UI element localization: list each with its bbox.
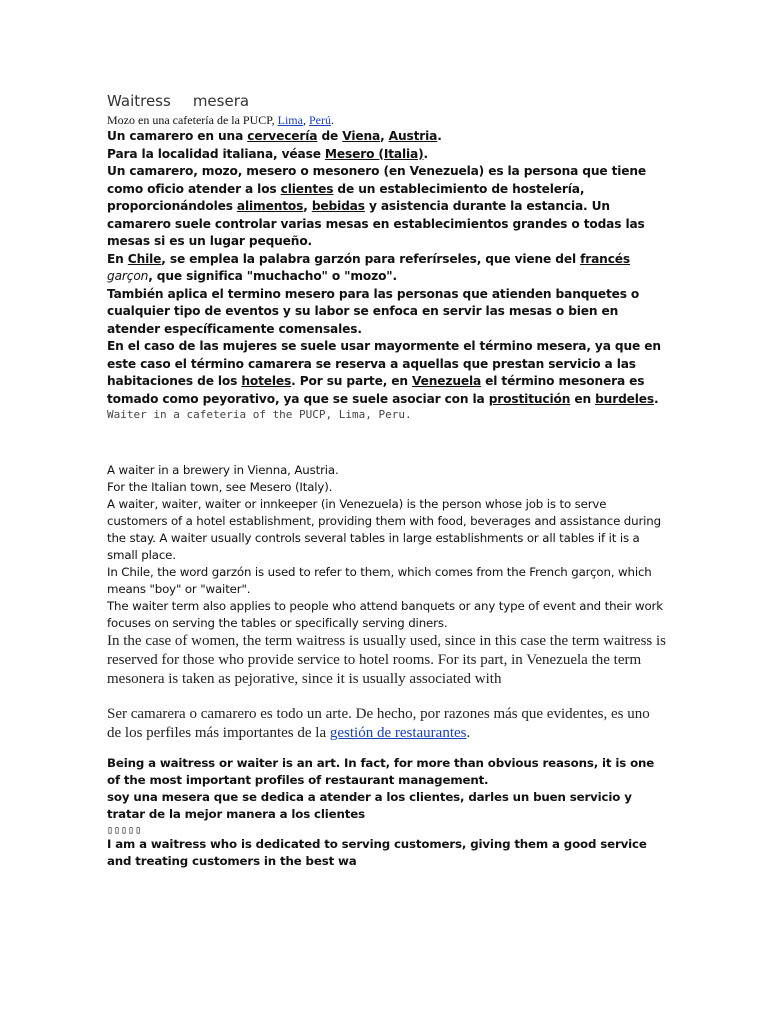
title-spanish: mesera <box>192 92 250 110</box>
paragraph-en-2: For the Italian town, see Mesero (Italy). <box>107 480 333 494</box>
link-frances[interactable]: francés <box>580 251 630 266</box>
link-chile[interactable]: Chile <box>127 251 162 266</box>
link-clientes[interactable]: clientes <box>280 181 334 196</box>
paragraph-en-3: A waiter, waiter, waiter or innkeeper (in Venezuela) is the person whose job is to serve customers of a hotel establishment, providing them with food, beverages and assistance during the stay. A waiter usually controls several tables in large establishments or all tables if it is a small place. <box>107 497 661 562</box>
link-burdeles[interactable]: burdeles <box>595 391 655 406</box>
paragraph-en-5: The waiter term also applies to people who attend banquets or any type of event and their work focuses on serving the tables or specifically serving diners. <box>107 599 663 630</box>
link-gestion-restaurantes[interactable]: gestión de restaurantes <box>329 725 467 741</box>
link-bebidas[interactable]: bebidas <box>311 199 365 213</box>
paragraph-es-1: Un camarero en una cervecería de Viena, Austria. <box>107 129 442 143</box>
paragraph-mesera-spanish: soy una mesera que se dedica a atender a los clientes, darles un buen servicio y tratar de la mejor manera a los clientes <box>107 790 632 821</box>
link-lima[interactable]: Lima <box>277 113 303 127</box>
link-alimentos[interactable]: alimentos <box>236 199 304 213</box>
paragraph-en-6: In the case of women, the term waitress is usually used, since in this case the term waitress is reserved for those who provide service to hotel rooms. For its part, in Venezuela the term mesonera is taken as pejorative, since it is usually associated with <box>107 633 667 687</box>
link-viena[interactable]: Viena <box>342 129 381 143</box>
link-cerveceria[interactable]: cervecería <box>247 129 318 143</box>
paragraph-es-4: En Chile, se emplea la palabra garzón para referírseles, que viene del francés garçon, que significa "muchacho" o "mozo". <box>107 251 630 283</box>
link-hoteles[interactable]: hoteles <box>241 374 292 388</box>
paragraph-mesera-english: I am a waitress who is dedicated to serving customers, giving them a good service and treating customers in the best wa <box>107 837 647 868</box>
link-mesero-italia[interactable]: Mesero (Italia) <box>324 146 424 161</box>
link-peru[interactable]: Perú <box>308 113 331 127</box>
link-austria[interactable]: Austria <box>388 129 438 143</box>
paragraph-es-3: Un camarero, mozo, mesero o mesonero (en Venezuela) es la persona que tiene como oficio atender a los clientes de un establecimiento de hostelería, proporcionándoles alimentos, bebidas y asistencia durante la estancia. Un camarero suele controlar varias mesas en establecimientos grandes o todas las mesas si es un lugar pequeño. <box>107 164 647 248</box>
document-page <box>107 92 667 870</box>
title-english: Waitress <box>107 92 171 110</box>
link-prostitucion[interactable]: prostitución <box>488 391 571 406</box>
paragraph-en-4: In Chile, the word garzón is used to refer to them, which comes from the French garçon, which means "boy" or "waiter". <box>107 565 652 596</box>
page-title <box>107 92 667 110</box>
paragraph-es-5: También aplica el termino mesero para las personas que atienden banquetes o cualquier tipo de eventos y su labor se enfoca en servir las mesas o bien en atender específicamente comensales. <box>107 286 640 336</box>
image-caption-english: Waiter in a cafeteria of the PUCP, Lima, Peru. <box>107 408 412 421</box>
paragraph-es-6: En el caso de las mujeres se suele usar mayormente el término mesera, ya que en este caso el término camarera se reserva a aquellas que prestan servicio a las habitaciones de los hoteles. Por su parte, en Venezuela el término mesonera es tomado como peyorativo, ya que se suele asociar con la prostitución en burdeles. <box>107 339 661 406</box>
paragraph-art-spanish: Ser camarera o camarero es todo un arte. De hecho, por razones más que evidentes, es uno de los perfiles más importantes de la gestión de restaurantes. <box>107 706 650 741</box>
paragraph-es-2: Para la localidad italiana, véase Mesero (Italia). <box>107 146 428 161</box>
paragraph-en-1: A waiter in a brewery in Vienna, Austria. <box>107 463 339 477</box>
paragraph-art-english: Being a waitress or waiter is an art. In fact, for more than obvious reasons, it is one of the most important profiles of restaurant management. <box>107 756 655 787</box>
image-caption-spanish: Mozo en una cafetería de la PUCP, Lima, Perú. <box>107 113 334 127</box>
link-venezuela[interactable]: Venezuela <box>412 374 482 388</box>
missing-glyph-boxes: ▯▯▯▯▯ <box>107 825 143 836</box>
